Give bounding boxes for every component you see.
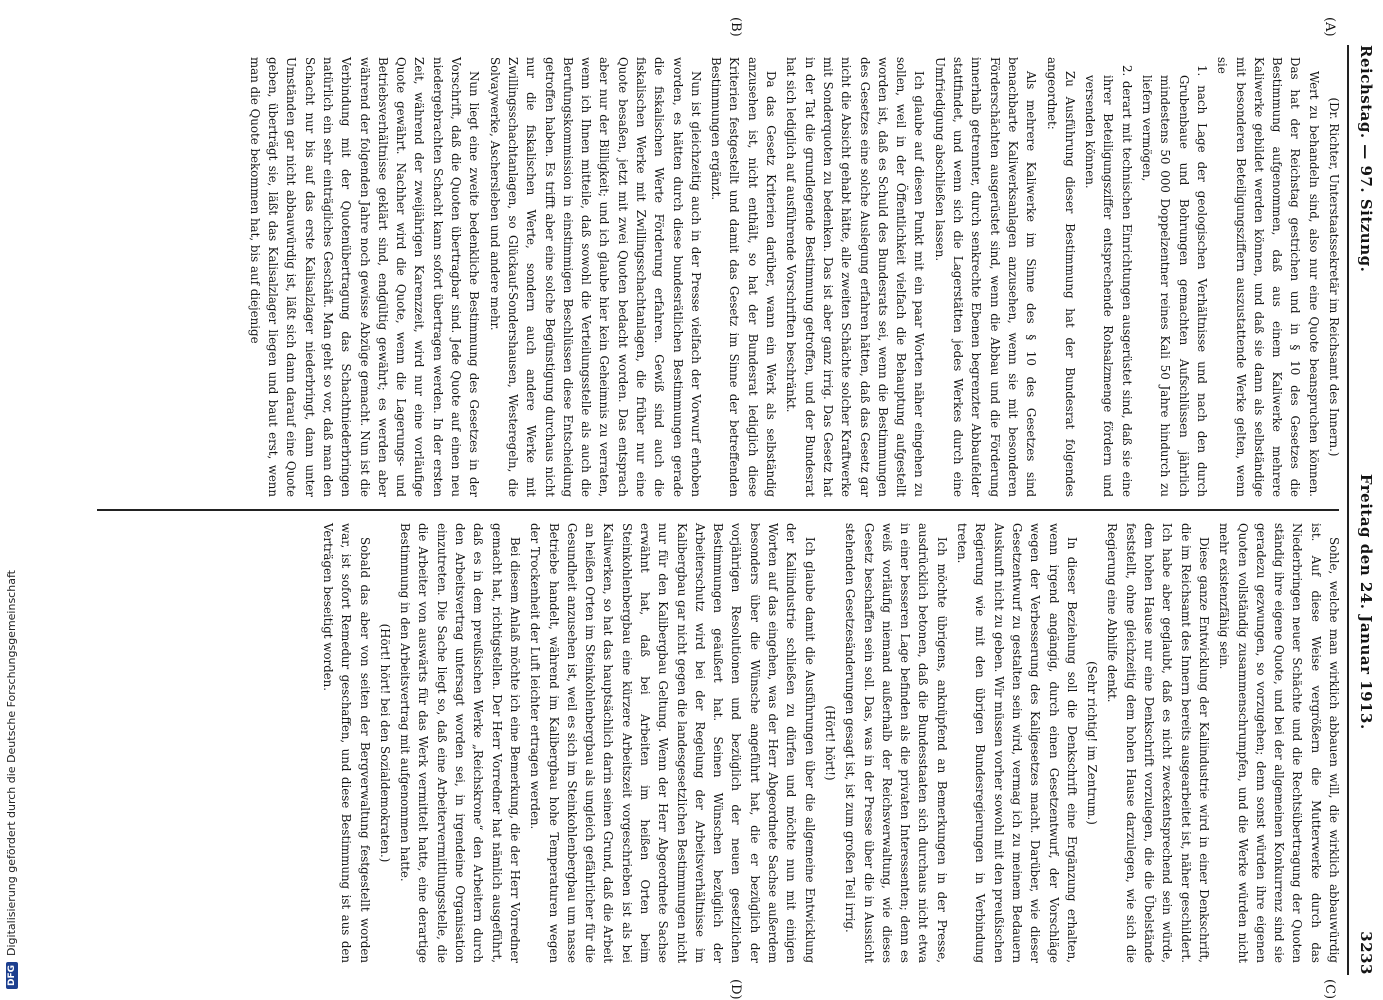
speaker-line: (Dr. Richter, Unterstaatssekretär im Reichsamt des Innern.) [1327, 97, 1341, 457]
paragraph: Nun liegt eine zweite bedenkliche Bestimmung des Gesetzes in der Vorschrift, daß die Quoten übertragbar sind. Jede Quote auf einen neu niedergebrachten Schacht kann sofort übertragen werden. In der ersten Zeit, während der zweijährigen Karenzzeit, wird nur eine vorläufige Quote gewährt. Nachher wird die Quote, wenn die Lagerungs- und Betriebsverhältnisse geklärt sind, endgültig gewährt; es werden aber während der folgenden Jahre noch gewisse Abzüge gemacht. Nun ist die Verbindung mit der Quotenübertragung das Schachtniederbringen natürlich ein sehr einträgliches Geschäft. Man geht so vor, daß man den Schacht nur bis auf das erste Kalisalzlager niederbringt, dann unter Umständen gar nicht abbauwürdig ist, läßt sich dann darauf eine Quote geben, überträgt sie, läßt das Kalisalzlager liegen und baut erst, wenn man die Quote bekommen hat, bis auf diejenige [247, 57, 482, 497]
paragraph: Da das Gesetz Kriterien darüber, wann ein Werk als selbständig anzusehen ist, nicht enthält, so hat der Bundesrat lediglich diese Kriterien festgestellt und damit das Gesetz im Sinne der betreffenden Bestimmungen ergänzt. [709, 57, 779, 497]
list-item: 2. derart mit technischen Einrichtungen ausgerüstet sind, daß sie eine ihrer Beteiligungsziffer entsprechende Rohsalzmenge fördern und versenden können. [1083, 65, 1134, 497]
paragraph: Bei diesem Anlaß möchte ich eine Bemerkung, die der Herr Vorredner gemacht hat, richtigstellen. Der Herr Vorredner hat nämlich ausgeführt, daß es in dem preußischen Werke „Reichskrone“ den Arbeitern durch den Arbeitsvertrag untersagt worden sei, in irgendeine Organisation einzutreten. Die Sache liegt so, daß eine Arbeitervermittlungsstelle, die die Arbeiter von auswärts für das Werk vermittelt hatte, eine derartige Bestimmung in den Arbeitsvertrag mit aufgenommen hatte. [398, 523, 522, 963]
paragraph: Nun ist gleichzeitig auch in der Presse vielfach der Vorwurf erhoben worden, es hätten durch diese bundesrätlichen Bestimmungen gerade die fiskalischen Werte Förderung erfahren. Gewiß sind auch die fiskalischen Werke mit Zwillingsschachtanlagen, die früher nur eine Quote besaßen, jetzt mit zwei Quoten bedacht worden. Das entsprach aber nur der Billigkeit; und ich glaube hier kein Geheimnis zu verraten, wenn ich Ihnen mitteile, daß sowohl die Verteilungsstelle als auch die Berufungskommission in einstimmigen Beschlüssen diese Entscheidung getroffen haben. Es trifft aber eine solche Begünstigung durchaus nicht nur die fiskalischen Werte, sondern auch andere Werke mit Zwillingsschachtanlagen, so Glückauf-Sondershausen, Westeregeln, die Solvaywerke, Aschersleben und andere mehr. [487, 57, 703, 497]
text-columns [93, 45, 1343, 975]
digitization-credit [1, 9, 23, 989]
margin-letter-b: (B) [728, 17, 743, 37]
left-column [93, 45, 1343, 509]
paragraph: Ich möchte übrigens, anknüpfend an Bemerkungen in der Presse, ausdrücklich betonen, daß die Bundesstaaten sich durchaus nicht etwa in einer besseren Lage befinden als die privaten Interessenten; denn es weiß vorläufig niemand außerhalb der Reichsverwaltung, wie dieses Gesetz beschaffen sein soll. Das, was in der Presse über die in Aussicht stehenden Gesetzesänderungen gesagt ist, ist zum großen Teil irrig. [843, 523, 949, 963]
margin-letter-d: (D) [728, 979, 743, 1000]
right-column [93, 511, 1343, 975]
header-date: Freitag den 24. Januar 1913. [1357, 473, 1375, 730]
page-header [1347, 45, 1383, 975]
paragraph: Sobald das aber von seiten der Bergverwaltung festgestellt worden war, ist sofort Remedur geschaffen, und diese Bestimmung ist aus den Verträgen beseitigt worden. [320, 523, 372, 963]
interjection: (Hört! hört! bei den Sozialdemokraten.) [377, 623, 392, 863]
list-item: 1. nach Lage der geologischen Verhältnisse und nach den durch Grubenbaue und Bohrungen gemachten Aufschlüssen jährlich mindestens 50 000 Doppelzentner reines Kali 50 Jahre hindurch zu liefern vermögen, [1140, 65, 1209, 497]
credit-text: Digitalisierung gefördert durch die Deutsche Forschungsgemeinschaft [5, 570, 18, 956]
digitization-sidebar [0, 0, 24, 1000]
header-left: Reichstag. — 97. Sitzung. [1357, 45, 1375, 273]
paragraph: In dieser Beziehung soll die Denkschrift eine Ergänzung erhalten, wenn irgend angängig, durch einen Gesetzentwurf, der Vorschläge wegen der Verbesserung des Kaligesetzes macht. Darüber, wie dieser Gesetzentwurf zu gestalten sein wird, vermag ich zu meinem Bedauern Auskunft nicht zu geben. Wir müssen vorher sowohl mit den preußischen Regierung wie mit den übrigen Bundesregierungen in Verbindung treten. [955, 523, 1079, 963]
paragraph: Ich glaube auf diesen Punkt mit ein paar Worten näher eingehen zu sollen, weil in der Öffentlichkeit vielfach die Behauptung aufgestellt worden ist, daß es Schuld des Bundesrats sei, wenn die Bestimmungen des Gesetzes eine solche Auslegung erfahren hätten, daß das Gesetz gar nicht die Absicht gehabt hätte, alle zweiten Schächte solcher Kraftwerke mit Sonderquoten zu bedenken. Das ist aber ganz irrig. Das Gesetz hat in der Tat die grundlegende Bestimmung getroffen, und der Bundesrat hat sich lediglich auf ausführende Vorschriften beschränkt. [784, 57, 927, 497]
paragraph: Als mehrere Kaliwerke im Sinne des § 10 des Gesetzes sind benachbarte Kaliwerksanlagen anzusehen, wenn sie mit besonderen Förderschächten ausgerüstet sind, wenn die Abbau und die Förderung innerhalb getrennter, durch senkrechte Ebenen begrenzter Abbaufelder stattfindet, und wenn sich die Lagerstätten jedes Werkes durch eine Umfriedigung abschließen lassen. [932, 57, 1039, 497]
interjection: (Hört! hört!) [822, 705, 837, 781]
paragraph: Zu Ausführung dieser Bestimmung hat der Bundesrat folgendes angeordnet: [1044, 57, 1077, 497]
margin-letter-a: (A) [1322, 17, 1337, 37]
rotated-document [83, 17, 1383, 1000]
paragraph: Wert zu behandeln sind, also nur eine Quote beanspruchen können. Das hat der Reichstag gestrichen und in § 10 des Gesetzes die Bestimmung aufgenommen, daß aus einem Kaliwerke mehrere Kaliwerke gebildet werden können, und daß sie dann als selbständige mit besonderen Beteiligungsziffern auszustattende Werke gelten, wenn sie [1215, 57, 1321, 497]
paragraph: Diese ganze Entwicklung der Kaliindustrie wird in einer Denkschrift, die im Reichsamt des Innern bereits ausgearbeitet ist, näher geschildert. Ich habe aber geglaubt, daß es nicht zweckentsprechend sein würde, dem hohen Hause nur eine Denkschrift vorzulegen, die die Übelstände feststellt, ohne gleichzeitig dem hohen Hause darzulegen, wie sich die Regierung eine Abhilfe denkt. [1105, 523, 1211, 963]
page-number: 3233 [1357, 931, 1375, 975]
margin-letter-c: (C) [1322, 979, 1337, 1000]
interjection: (Sehr richtig! im Zentrum.) [1085, 661, 1100, 825]
dfg-logo: DFG [6, 962, 18, 989]
paragraph: Sohle, welche man wirklich abbauen will, die wirklich abbauwürdig ist. Auf diese Weise vergrößern die Mutterwerke durch das Niederbringen neuer Schächte und die Rechtsübertragung der Quoten ständig ihre eigene Quote, und bei der allgemeinen Konkurrenz sind sie geradezu gezwungen, so vorzugehen; denn sonst würden ihre eigenen Quoten vollständig zusammenschrumpfen, und die Werke würden nicht mehr existenzfähig sein. [1217, 523, 1341, 963]
paragraph: Ich glaube damit die Ausführungen über die allgemeine Entwicklung der Kaliindustrie schließen zu dürfen und möchte nun mit einigen Worten auf das eingehen, was der Herr Abgeordnete Sachse außerdem besonders über die Wünsche angeführt hat, die er bezüglich der vorjährigen Resolutionen und bezüglich der neuen gesetzlichen Bestimmungen geäußert hat. Seinen Wünschen bezüglich der Arbeiterschutz wird bei der Regelung der Arbeitsverhältnisse im Kalibergbau gar nicht gegen die landesgesetzlichen Bestimmungen nicht nur für den Kalibergbau Geltung. Wenn der Herr Abgeordnete Sachse erwähnt hat, daß bei Arbeiten im heißen Orten beim Steinkohlenbergbau eine kürzere Arbeitszeit vorgeschrieben ist als bei Kaliwerken, so hat das hauptsächlich darin seinen Grund, daß die Arbeit an heißen Orten im Steinkohlenbergbau als ungleich gefährlicher für die Gesundheit anzusehen ist, weil es sich im Steinkohlenbergbau um nasse Betriebe handelt, während im Kalibergbau hohe Temperaturen wegen der Trockenheit der Luft leichter ertragen werden. [528, 523, 817, 963]
